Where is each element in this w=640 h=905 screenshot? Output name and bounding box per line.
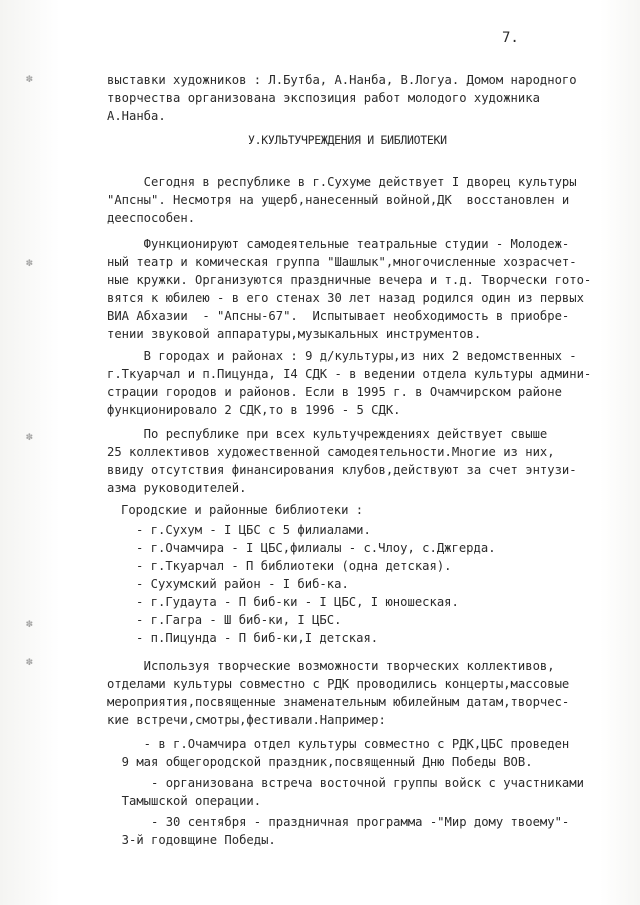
text-line: Функционируют самодеятельные театральные студии - Молодеж- — [107, 237, 570, 251]
text-line: г.Ткуарчал и п.Пицунда, I4 СДК - в ведении отдела культуры админи- — [107, 367, 592, 381]
text-line: творчества организована экспозиция работ молодого художника — [107, 91, 540, 105]
text-line: Используя творческие возможности творческих коллективов, — [107, 659, 555, 673]
text-line: азма руководителей. — [107, 481, 247, 495]
library-list-item: - г.Ткуарчал - П библиотеки (одна детская). — [136, 559, 452, 573]
text-line: Сегодня в республике в г.Сухуме действует I дворец культуры — [107, 175, 577, 189]
libraries-title: Городские и районные библиотеки : — [121, 503, 364, 517]
text-line: ВИА Абхазии - "Апсны-67". Испытывает необходимость в приобре- — [107, 309, 570, 323]
event-line: - в г.Очамчира отдел культуры совместно с РДК,ЦБС проведен — [107, 737, 570, 751]
event-line: - организована встреча восточной группы войск с участниками — [107, 776, 584, 790]
event-line: Тамышской операции. — [107, 794, 262, 808]
text-line: ввиду отсутствия финансирования клубов,действуют за счет энтузи- — [107, 463, 577, 477]
punch-hole-mark: ✽ — [26, 72, 33, 85]
text-line: ный театр и комическая группа "Шашлык",многочисленные хозрасчет- — [107, 255, 577, 269]
text-line: отделами культуры совместно с РДК проводились концерты,массовые — [107, 677, 570, 691]
text-line: В городах и районах : 9 д/культуры,из них 2 ведомственных - — [107, 349, 577, 363]
library-list-item: - г.Гудаута - П биб-ки - I ЦБС, I юношеская. — [136, 595, 459, 609]
text-line: А.Нанба. — [107, 109, 166, 123]
library-list-item: - г.Сухум - I ЦБС с 5 филиалами. — [136, 523, 371, 537]
library-list-item: - Сухумский район - I биб-ка. — [136, 577, 349, 591]
text-line: страции городов и районов. Если в 1995 г. в Очамчирском районе — [107, 385, 562, 399]
library-list-item: - г.Очамчира - I ЦБС,филиалы - с.Члоу, с.Джгерда. — [136, 541, 496, 555]
text-line: "Апсны". Несмотря на ущерб,нанесенный войной,ДК восстановлен и — [107, 193, 570, 207]
punch-hole-mark: ✽ — [26, 655, 33, 668]
text-line: тении звуковой аппаратуры,музыкальных инструментов. — [107, 327, 482, 341]
library-list-item: - п.Пицунда - П биб-ки,I детская. — [136, 631, 379, 645]
text-line: дееспособен. — [107, 211, 196, 225]
text-line: функционировало 2 СДК,то в 1996 - 5 СДК. — [107, 403, 401, 417]
punch-hole-mark: ✽ — [26, 256, 33, 269]
section-heading: У.КУЛЬТУЧРЕЖДЕНИЯ И БИБЛИОТЕКИ — [248, 133, 447, 147]
text-line: По республике при всех культучреждениях действует свыше — [107, 427, 548, 441]
page-number: 7. — [502, 30, 519, 46]
text-line: выставки художников : Л.Бутба, А.Нанба, В.Логуа. Домом народного — [107, 73, 577, 87]
event-line: 3-й годовщине Победы. — [107, 833, 276, 847]
event-line: 9 мая общегородской праздник,посвященный Дню Победы ВОВ. — [107, 755, 533, 769]
punch-hole-mark: ✽ — [26, 617, 33, 630]
text-line: 25 коллективов художественной самодеятельности.Многие из них, — [107, 445, 555, 459]
library-list-item: - г.Гагра - Ш биб-ки, I ЦБС. — [136, 613, 342, 627]
event-line: - 30 сентября - праздничная программа -"Мир дому твоему"- — [107, 815, 570, 829]
punch-hole-mark: ✽ — [26, 430, 33, 443]
text-line: кие встречи,смотры,фестивали.Например: — [107, 713, 386, 727]
text-line: вятся к юбилею - в его стенах 30 лет назад родился один из первых — [107, 291, 584, 305]
text-line: мероприятия,посвященные знаменательным юбилейным датам,творчес- — [107, 695, 570, 709]
text-line: ные кружки. Организуются праздничные вечера и т.д. Творчески гото- — [107, 273, 592, 287]
